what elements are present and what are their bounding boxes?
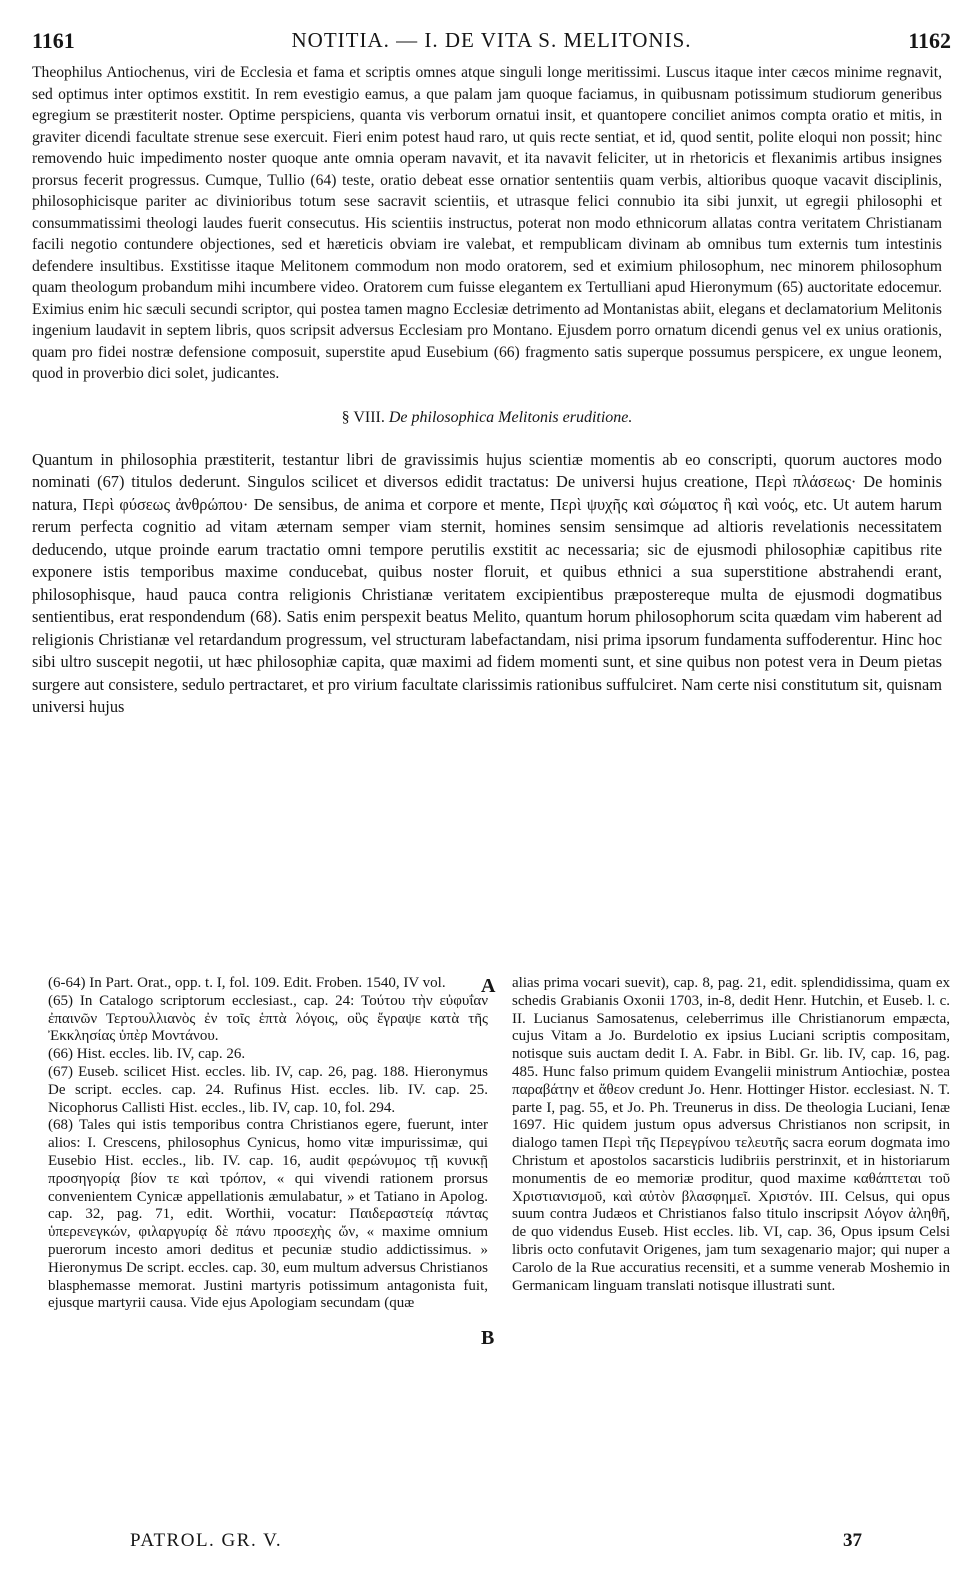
margin-marker-b: B [481, 1327, 495, 1349]
footnotes [28, 975, 950, 1495]
footnote-67: (67) Euseb. scilicet Hist. eccles. lib. IV, cap. 26, pag. 188. Hieronymus De script. eccles. cap. 24. Rufinus Hist. eccles. lib. IV. cap. 25. Nicophorus Callisti Hist. eccles., lib. IV, cap. 10, fol. 294. [48, 1063, 488, 1116]
footnotes-right-column [512, 975, 950, 1295]
footnote-68-continued: alias prima vocari suevit), cap. 8, pag. 21, edit. splendidissima, quam ex schedis Grabianis Oxonii 1703, in-8, dedit Henr. Hutchin, et Euseb. l. c. II. Lucianus Samosatenus, celeberrimus ille Christianorum empæcta, cujus Vitam a Jo. Burdelotio ex ipsius Luciani scriptis compositam, notisque suis auctam dedit I. A. Fabr. in Bibl. Gr. lib. IV, cap. 16, pag. 485. Hunc falso primum quidem Evangelii ministrum Antiochiæ, postea παραβάτην et ἄθεον credunt Jo. Henr. Hottinger Histor. ecclesiast. N. T. parte I, pag. 55, et Jo. Ph. Treunerus in diss. De theologia Luciani, Ienæ 1697. Hic quidem justum opus adversus Christianos non scripsit, in dialogo tamen Περὶ τῆς Περεγρίνου τελευτῆς sacra eorum dogmata imo Christum et apostolos sacarsticis ludibriis perstrinxit, et in historiarum monumentis de eo memoriæ proditur, quod maxime καθάπτεται τοῦ Χριστιανισμοῦ, καὶ αὐτὸν βλασφημεῖ. Χριστόν. III. Celsus, qui opus suum contra Judæos et Christianos falso titulo inscripsit Λόγον ἀληθῆ, de quo videndus Euseb. Hist eccles. lib. VI, cap. 36, Opus ipsum Celsi libris octo confutavit Origenes, jam tum sexagenario major; qui nuper a Carolo de la Rue accuratius recensiti, et a summe venerab Moshemio in Germanicam linguam translati notisque illustrati sunt. [512, 975, 950, 1294]
column-number-right: 1162 [908, 28, 951, 53]
section-title: De philosophica Melitonis eruditione. [388, 408, 633, 426]
margin-marker-a: A [481, 975, 496, 997]
footnote-65: (65) In Catalogo scriptorum ecclesiast., cap. 24: Τούτου τὴν εὐφυΐαν ἐπαινῶν Τερτουλλιανὸς ἐν τοῖς ἑπτὰ λόγοις, οὓς ἔγραψε κατὰ τῆς Ἐκκλησίας ὑπὲρ Μοντάνου. [48, 992, 488, 1045]
section-number: § VIII. [341, 408, 385, 426]
main-text [32, 62, 942, 719]
footnote-66: (66) Hist. eccles. lib. IV, cap. 26. [48, 1046, 246, 1063]
page-header [32, 28, 951, 54]
column-number-left: 1161 [32, 28, 75, 53]
section-heading [32, 409, 942, 427]
page-number: 37 [843, 1530, 862, 1551]
paragraph-philosophy: Quantum in philosophia præstiterit, testantur libri de gravissimis hujus scientiæ momentis ab eo conscripti, quorum auctores modo nominati (67) titulos dederunt. Singulos scilicet et diversos edidit tractatus: De universi hujus creatione, Περὶ πλάσεως· De hominis natura, Περὶ φύσεως ἀνθρώπου· De sensibus, de anima et corpore et mente, Περὶ ψυχῆς καὶ σώματος ἢ καὶ νοός, etc. Ut autem harum rerum perfecta cognitio ad vitam æternam semper viam sternit, homines sensim sensimque ad altioris revelationis necessitatem deducendo, utque proinde earum tractatio omni tempore perutilis exstitit ac necessaria; sic de ejusmodi philosophiæ capitibus rite exponere istis temporibus maxime conducebat, quibus noster floruit, et quibus ethnici a sua superstitione abstrahendi erant, philosophisque, haud pauca contra religionis Christianæ veritatem excipientibus præpostereque multa de ejusmodi dogmatibus sentientibus, erat respondendum (68). Satis enim perspexit beatus Melito, quantum horum philosophorum scita quædam vim haberent ad religionis Christianæ vel retardandum progressum, vel structuram labefactandam, nisi prima ipsorum fundamenta suffoderentur. Hinc hoc sibi ultro suscepit negotii, ut hæc philosophiæ capita, quæ maximi ad fidem momenti sunt, et sine quibus non potest vera in Deum pietas surgere aut consistere, sedulo pertractaret, et pro virium facultate clarissimis rationibus suffulciret. Nam certe nisi constitutum sit, quisnam universi hujus [32, 449, 942, 716]
page-footer [130, 1530, 862, 1554]
footnotes-left-column [48, 975, 488, 1313]
running-title: NOTITIA. — I. DE VITA S. MELITONIS. [291, 28, 692, 52]
signature-mark: PATROL. GR. V. [130, 1530, 283, 1551]
paragraph-melito-oratory: Theophilus Antiochenus, viri de Ecclesia et fama et scriptis omnes atque singuli longe meritissimi. Luscus itaque inter cæcos minime regnavit, sed optimus inter optimos exstitit. In rem evestigio eamus, a que palam jam quoque faciamus, in quibusnam potissimum studiorum generibus egregium se præstiterit noster. Optime perspiciens, quanta vis verborum ornatui insit, et quantopere conciliet animos compta oratio et mitis, in graviter dicendi facultate strenue sese exercuit. Fieri enim potest haud raro, ut quis recte sentiat, et id, quod sentit, polite eloqui non possit; hinc removendo huic impedimento noster quoque ante omnia operam navavit, et ita navavit feliciter, ut in rhetoricis et flexanimis artibus insignes prorsus fecerit progressus. Cumque, Tullio (64) teste, oratio debeat esse ornatior sententiis quam verbis, altioribus quoque vacavit disciplinis, philosophicisque pariter ac divinioribus totum sese sacravit scientiis, et utrasque felici connubio ita sibi junxit, ut egregii philosophi et consummatissimi theologi laudes fuerit consecutus. His scientiis instructus, poterat non modo ethnicorum allatas contra veritatem Christianam facili negotio contundere objectiones, sed et hæreticis obviam ire valebat, et rempublicam divinam ab omnibus tum externis tum intestinis defendere insultibus. Exstitisse itaque Melitonem commodum non modo oratorem, sed et eximium philosophum, nec minorem philosophum quam theologum probandum mihi incumbere video. Oratorem cum fuisse elegantem ex Tertulliani apud Hieronymum (65) auctoritate edocemur. Eximius enim hic sæculi secundi scriptor, qui postea tamen magno Ecclesiæ detrimento ad Montanistas abiit, elegans et declamatorium Melitonis ingenium laudavit in septem libris, quos scripsit adversus Ecclesiam pro Montano. Ejusdem porro ornatum dicendi genus vel ex unius orationis, quam pro fidei nostræ defensione composuit, superstite apud Eusebium (66) fragmento satis superque possumus perspicere, ex ungue leonem, quod in proverbio dici solet, judicantes. [32, 64, 942, 382]
footnote-68: (68) Tales qui istis temporibus contra Christianos egere, fuerunt, inter alios: I. Crescens, philosophus Cynicus, homo vitæ impurissimæ, qui Eusebio Hist. eccles., lib. IV. cap. 16, audit φερώνυμος τῇ κυνικῇ προσηγορίᾳ βίον τε καὶ τρόπον, « qui vivendi rationem prorsus convenientem Cynicæ appellationis æmulabatur, » et Tatiano in Apolog. cap. 32, pag. 71, edit. Worthii, vocatur: Παιδεραστείᾳ πάντας ὑπερενεγκών, φιλαργυρίᾳ δὲ πάνυ προσεχὴς ὤν, « maxime omnium puerorum incesto amori deditus et pecuniæ studio addictissimus. » Hieronymus De script. eccles. cap. 30, eum multum adversus Christianos blasphemasse memorat. Justini martyris potissimum antagonista fuit, ejusque martyrii causa. Vide ejus Apologiam secundam (quæ [48, 1117, 488, 1312]
footnote-64: (6-64) In Part. Orat., opp. t. I, fol. 109. Edit. Froben. 1540, IV vol. [48, 975, 446, 991]
